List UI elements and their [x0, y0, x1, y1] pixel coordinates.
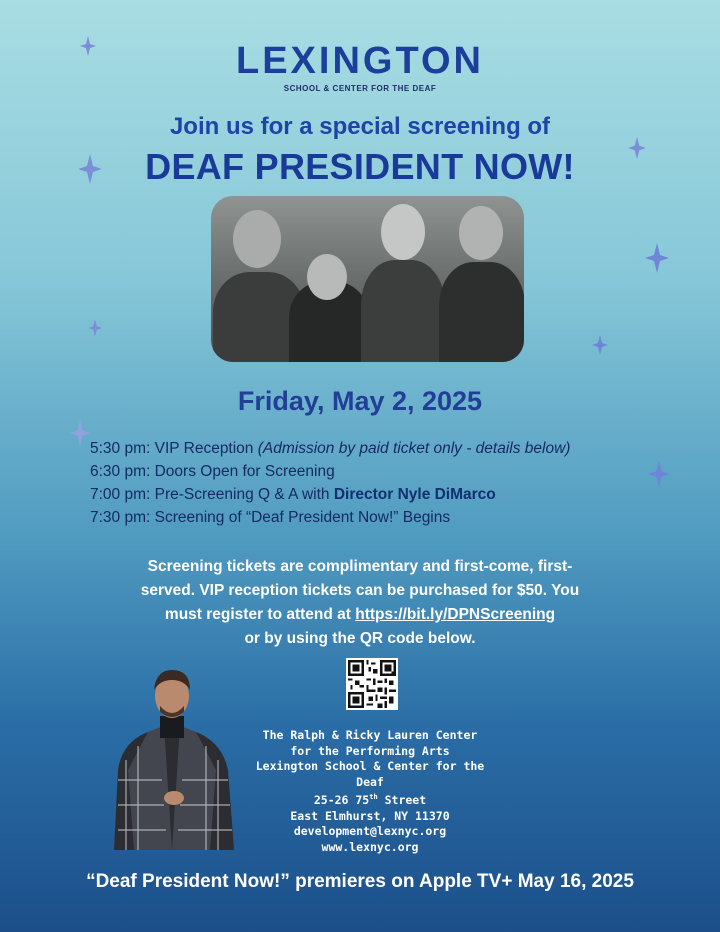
premiere-announcement: “Deaf President Now!” premieres on Apple TV+ May 16, 2025 [86, 871, 634, 892]
schedule-item: 6:30 pm: Doors Open for Screening [90, 463, 335, 480]
website-link[interactable]: www.lexnyc.org [321, 839, 419, 854]
film-title: DEAF PRESIDENT NOW! [145, 146, 575, 187]
invite-heading: Join us for a special screening of [169, 113, 551, 140]
sparkle-icon [68, 420, 92, 446]
speaker-portrait [104, 660, 240, 850]
venue-details: The Ralph & Ricky Lauren Center for the Performing Arts Lexington School & Center for the Deaf 25-26 75th Street East Elmhurst, NY 11370 development@lexnyc.org www.lexnyc.org [240, 728, 500, 856]
schedule-item: 5:30 pm: VIP Reception (Admission by paid ticket only - details below) [90, 440, 571, 457]
sparkle-icon [644, 243, 670, 273]
brand-name: LEXINGTON [236, 40, 484, 82]
sparkle-icon [88, 318, 102, 338]
event-date: Friday, May 2, 2025 [237, 386, 483, 416]
brand-subtitle: SCHOOL & CENTER FOR THE DEAF [283, 84, 437, 93]
schedule-item: 7:30 pm: Screening of “Deaf President Now!” Begins [90, 509, 451, 526]
contact-email[interactable]: development@lexnyc.org [293, 824, 447, 839]
schedule-item: 7:00 pm: Pre-Screening Q & A with Director Nyle DiMarco [90, 486, 496, 503]
event-photo [211, 196, 524, 362]
ticket-notice: Screening tickets are complimentary and first-come, first- served. VIP reception tickets can be purchased for $50. You must register to attend at https://bit.ly/DPNScreening or by using the QR code below. [140, 558, 580, 647]
schedule-list [90, 437, 690, 529]
registration-link[interactable]: https://bit.ly/DPNScreening [355, 606, 556, 623]
qr-code[interactable] [346, 658, 398, 710]
sparkle-icon [592, 328, 608, 362]
